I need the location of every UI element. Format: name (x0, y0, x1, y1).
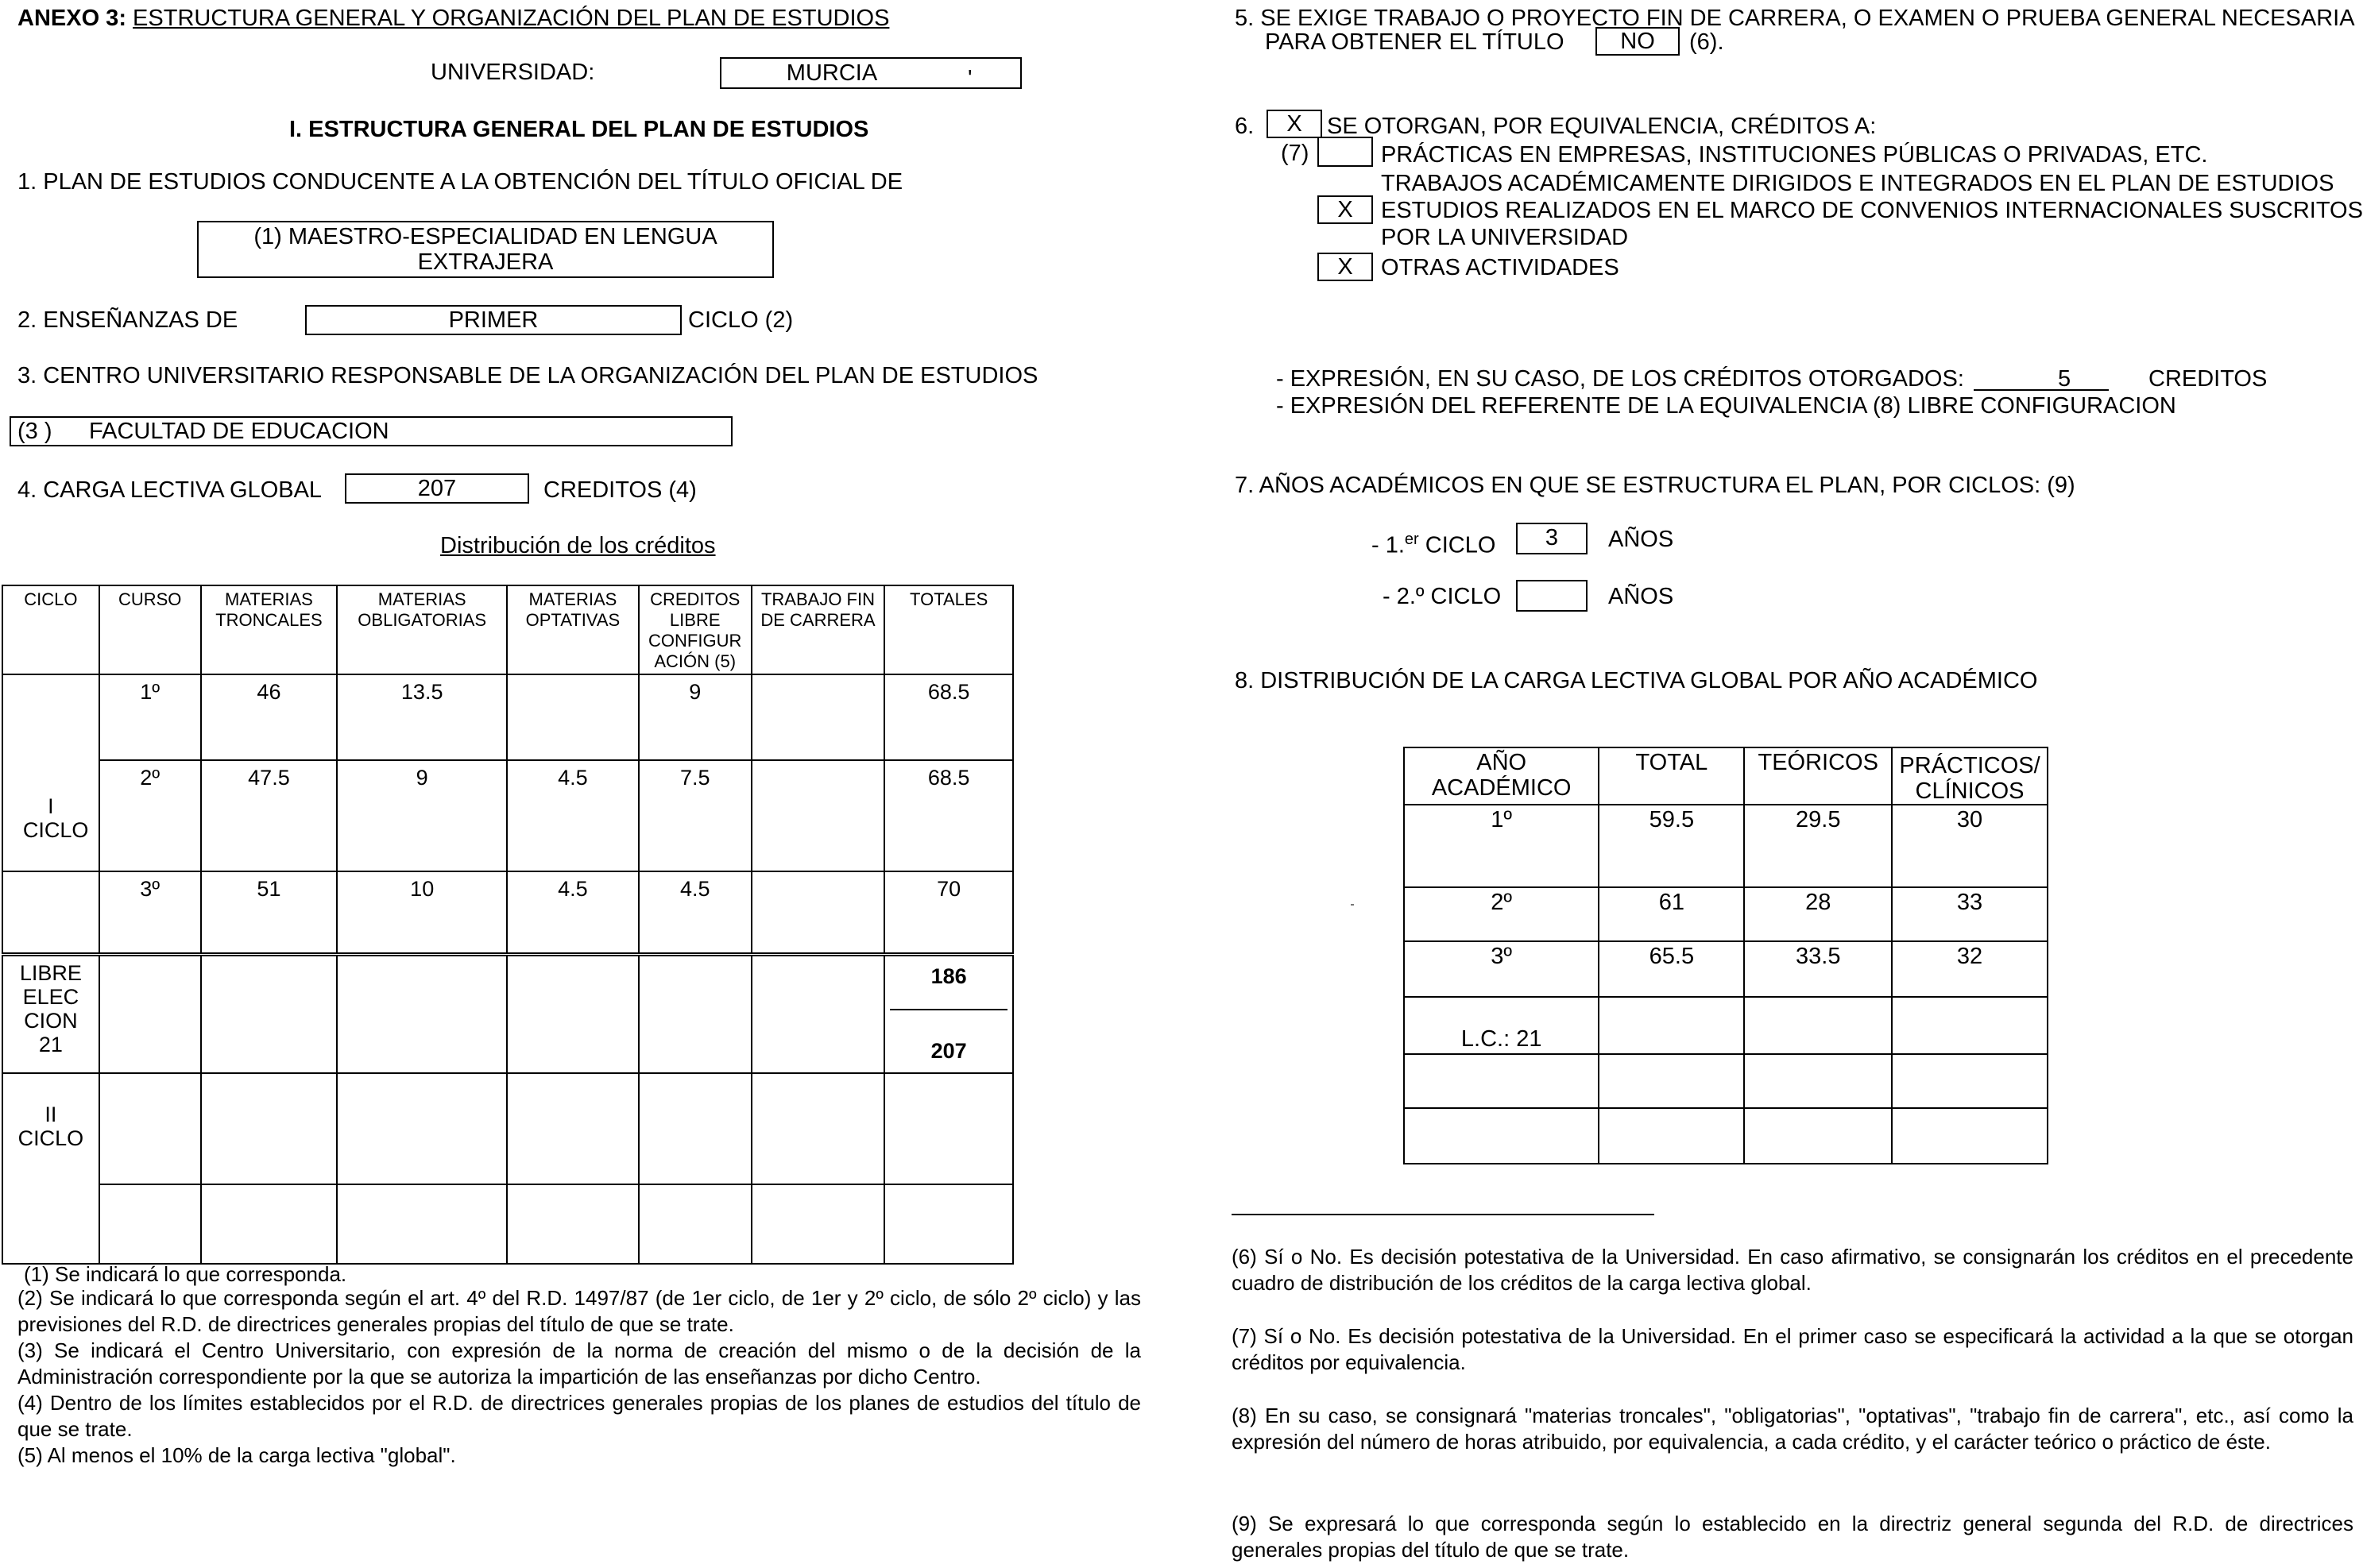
cell-empty (337, 1073, 507, 1184)
cell-empty (1404, 1054, 1599, 1108)
option-text-convenios-2: POR LA UNIVERSIDAD (1381, 225, 1629, 250)
cell-optativas: 4.5 (507, 871, 639, 954)
academic-header-row (1404, 747, 2048, 805)
footnote-6: (6) Sí o No. Es decisión potestativa de la Universidad. En caso afirmativo, se consignarán los créditos en el precedente cuadro de distribución de los créditos de la carga lectiva global. (1232, 1245, 2353, 1295)
cell-libre: 9 (639, 674, 752, 760)
item7-label: 7. AÑOS ACADÉMICOS EN QUE SE ESTRUCTURA EL PLAN, POR CICLOS: (9) (1235, 473, 2075, 498)
libre-eleccion-label (2, 954, 99, 1073)
header-troncales: MATERIAS TRONCALES (201, 585, 338, 674)
libre-total-top: 186 (930, 964, 967, 988)
final-project-value: NO (1620, 29, 1655, 54)
footnote-9: (9) Se expresará lo que corresponda según lo establecido en la directriz general segunda del R.D. de directrices generales propias del título de que se trate. (1232, 1512, 2353, 1562)
global-load-value: 207 (417, 476, 457, 501)
equivalence-check-mark: X (1286, 111, 1302, 137)
cell-empty (1892, 1054, 2048, 1108)
header-libre: CREDITOS LIBRE CONFIGUR ACIÓN (5) (639, 585, 752, 674)
table-row (2, 760, 1013, 871)
cell-obligatorias: 9 (337, 760, 507, 871)
credit-distribution-table (2, 585, 1014, 1265)
center-value: FACULTAD DE EDUCACION (89, 419, 389, 444)
option-text-trabajos: TRABAJOS ACADÉMICAMENTE DIRIGIDOS E INTEGRADOS EN EL PLAN DE ESTUDIOS (1381, 171, 2334, 196)
footnote-1: (1) Se indicará lo que corresponda. (24, 1262, 347, 1286)
academic-load-table (1403, 747, 2048, 1164)
cell-empty (1404, 1108, 1599, 1164)
footnote-7: (7) Sí o No. Es decisión potestativa de la Universidad. En el primer caso se especificará la actividad a la que se otorgan créditos por equivalencia. (1232, 1324, 2353, 1374)
cell-empty (1892, 1108, 2048, 1164)
cell-empty (201, 954, 338, 1073)
header-practicos-text: PRÁCTICOS/ CLÍNICOS (1899, 753, 2040, 804)
cell-practicos: 30 (1892, 805, 2048, 887)
cell-empty (337, 1184, 507, 1264)
cell-practicos: 33 (1892, 887, 2048, 941)
cell-empty (507, 1184, 639, 1264)
cell-empty (99, 1184, 201, 1264)
libre-totals-cell (884, 954, 1013, 1073)
cell-empty (337, 954, 507, 1073)
cell-curso: 2º (99, 760, 201, 871)
footnote-8: (8) En su caso, se consignará "materias troncales", "obligatorias", "optativas", "trabajo fin de carrera", etc., así como la expresión del número de horas atribuido, por equivalencia, a cada crédito, y el carácter teórico o práctico de éste. (1232, 1404, 2353, 1454)
cycle2-row (2, 1073, 1013, 1184)
cycle2-label (2, 1073, 99, 1264)
cell-totales: 70 (884, 871, 1013, 954)
item5-line1: 5. SE EXIGE TRABAJO O PROYECTO FIN DE CARRERA, O EXAMEN O PRUEBA GENERAL NECESARIA (1235, 6, 2355, 31)
cell-empty (752, 954, 885, 1073)
option-text-practicas: PRÁCTICAS EN EMPRESAS, INSTITUCIONES PÚBLICAS O PRIVADAS, ETC. (1381, 142, 2208, 168)
cell-optativas: 4.5 (507, 760, 639, 871)
cell-ciclo-empty (2, 871, 99, 954)
cell-trabajo (752, 674, 885, 760)
table-row (1404, 941, 2048, 997)
cell-troncales: 46 (201, 674, 338, 760)
cell-libre: 4.5 (639, 871, 752, 954)
item2-label: 2. ENSEÑANZAS DE (17, 307, 238, 333)
footnote-2: (2) Se indicará lo que corresponda según el art. 4º del R.D. 1497/87 (de 1er ciclo, de 1er y 2º ciclo, de sólo 2º ciclo) y las previsiones del R.D. de directrices generales propias del título de que se trate. (17, 1286, 1141, 1336)
item6-number: 6. (1235, 114, 1255, 139)
item6-note: (7) (1281, 141, 1309, 166)
header-teoricos: TEÓRICOS (1744, 747, 1892, 805)
cycle2-years-field (1516, 580, 1588, 612)
annex-label: ANEXO 3: (17, 6, 126, 31)
item3-label: 3. CENTRO UNIVERSITARIO RESPONSABLE DE LA ORGANIZACIÓN DEL PLAN DE ESTUDIOS (17, 363, 1038, 388)
table-row (1404, 887, 2048, 941)
cell-empty (884, 1073, 1013, 1184)
cell-trabajo (752, 871, 885, 954)
libre-total-divider (890, 1009, 1007, 1010)
cell-year: 1º (1404, 805, 1599, 887)
cell-obligatorias: 10 (337, 871, 507, 954)
university-label: UNIVERSIDAD: (431, 60, 595, 85)
table-row (1404, 805, 2048, 887)
header-practicos (1892, 747, 2048, 805)
cell-empty (99, 1073, 201, 1184)
header-ciclo: CICLO (2, 585, 99, 674)
cell-empty (639, 1073, 752, 1184)
header-totales: TOTALES (884, 585, 1013, 674)
title-value-line1: (1) MAESTRO-ESPECIALIDAD EN LENGUA (253, 224, 717, 249)
lc-row (1404, 997, 2048, 1054)
table-row (1404, 1108, 2048, 1164)
item6-label: SE OTORGAN, POR EQUIVALENCIA, CRÉDITOS A: (1327, 114, 1877, 139)
footnote-5: (5) Al menos el 10% de la carga lectiva "global". (17, 1443, 456, 1467)
center-code: (3 ) (17, 419, 52, 444)
cell-empty (752, 1073, 885, 1184)
cell-teoricos: 28 (1744, 887, 1892, 941)
item8-label: 8. DISTRIBUCIÓN DE LA CARGA LECTIVA GLOBAL POR AÑO ACADÉMICO (1235, 668, 2038, 693)
cell-empty (507, 1073, 639, 1184)
credits-suffix: CREDITOS (2148, 366, 2268, 392)
footnote-4: (4) Dentro de los límites establecidos por el R.D. de directrices generales propias de los planes de estudios del título de que se trate. (17, 1391, 1141, 1441)
credits-label: - EXPRESIÓN, EN SU CASO, DE LOS CRÉDITOS OTORGADOS: (1276, 366, 1964, 392)
cycle2-label-text: II CICLO (17, 1103, 84, 1150)
cell-empty (99, 954, 201, 1073)
libre-eleccion-text: LIBRE ELEC CION 21 (19, 960, 82, 1056)
cell-curso: 1º (99, 674, 201, 760)
table-header-row (2, 585, 1013, 674)
speck-mark (1351, 904, 1354, 906)
item5-line2-prefix: PARA OBTENER EL TÍTULO (1265, 29, 1564, 55)
cycle2-years-unit: AÑOS (1608, 584, 1674, 609)
credits-value: 5 (2058, 366, 2071, 392)
cell-year: 2º (1404, 887, 1599, 941)
cell-year: 3º (1404, 941, 1599, 997)
cell-totales: 68.5 (884, 674, 1013, 760)
libre-total-bottom: 207 (930, 1038, 967, 1063)
cycle-value: PRIMER (448, 307, 539, 333)
cell-empty (1744, 1108, 1892, 1164)
cell-empty (1599, 1108, 1744, 1164)
option-mark-otras: X (1337, 254, 1353, 280)
cycle1-years-value: 3 (1545, 525, 1559, 550)
cycle1-label-text: I CICLO (22, 794, 89, 842)
header-trabajo: TRABAJO FIN DE CARRERA (752, 585, 885, 674)
item2-suffix: CICLO (2) (688, 307, 794, 333)
cell-teoricos: 29.5 (1744, 805, 1892, 887)
item1-label: 1. PLAN DE ESTUDIOS CONDUCENTE A LA OBTENCIÓN DEL TÍTULO OFICIAL DE (17, 169, 903, 195)
cell-total: 59.5 (1599, 805, 1744, 887)
annex-title: ESTRUCTURA GENERAL Y ORGANIZACIÓN DEL PLAN DE ESTUDIOS (133, 6, 890, 31)
annex-heading (17, 5, 889, 32)
option-mark-convenios: X (1337, 197, 1353, 222)
cycle1-years-unit: AÑOS (1608, 527, 1674, 552)
cell-libre: 7.5 (639, 760, 752, 871)
cell-empty (1599, 1054, 1744, 1108)
section-title: I. ESTRUCTURA GENERAL DEL PLAN DE ESTUDIOS (289, 117, 869, 142)
cycle1-label (2, 674, 99, 871)
libre-eleccion-row (2, 954, 1013, 1073)
cycle2-row (2, 1184, 1013, 1264)
cell-empty (201, 1073, 338, 1184)
cell-lc: L.C.: 21 (1404, 997, 1599, 1054)
university-value: MURCIA (786, 60, 878, 86)
cell-trabajo (752, 760, 885, 871)
cell-empty (507, 954, 639, 1073)
credits-underline (1974, 389, 2109, 391)
option-checkbox-practicas (1317, 137, 1373, 167)
cell-total: 65.5 (1599, 941, 1744, 997)
item4-label: 4. CARGA LECTIVA GLOBAL (17, 477, 323, 503)
cell-empty (1599, 997, 1744, 1054)
cell-empty (1744, 997, 1892, 1054)
cell-empty (884, 1184, 1013, 1264)
cell-empty (1892, 997, 2048, 1054)
header-year (1404, 747, 1599, 805)
cell-troncales: 51 (201, 871, 338, 954)
cell-total: 61 (1599, 887, 1744, 941)
option-text-otras: OTRAS ACTIVIDADES (1381, 255, 1619, 280)
cycle1-years-label: - 1.$^{er}$ CICLO (1371, 531, 1496, 558)
header-optativas: MATERIAS OPTATIVAS (507, 585, 639, 674)
header-obligatorias: MATERIAS OBLIGATORIAS (337, 585, 507, 674)
table-row (2, 871, 1013, 954)
cell-practicos: 32 (1892, 941, 2048, 997)
distribution-caption: Distribución de los créditos (440, 533, 716, 558)
cell-empty (1744, 1054, 1892, 1108)
table-row (2, 674, 1013, 760)
option-text-convenios: ESTUDIOS REALIZADOS EN EL MARCO DE CONVENIOS INTERNACIONALES SUSCRITOS (1381, 198, 2363, 223)
cell-curso: 3º (99, 871, 201, 954)
cell-empty (752, 1184, 885, 1264)
cell-optativas (507, 674, 639, 760)
cell-empty (639, 1184, 752, 1264)
cell-troncales: 47.5 (201, 760, 338, 871)
referent-label: - EXPRESIÓN DEL REFERENTE DE LA EQUIVALENCIA (8) LIBRE CONFIGURACION (1276, 393, 2176, 419)
title-value-line2: EXTRAJERA (417, 249, 554, 275)
cell-empty (639, 954, 752, 1073)
table-row (1404, 1054, 2048, 1108)
item4-suffix: CREDITOS (4) (543, 477, 697, 503)
cell-obligatorias: 13.5 (337, 674, 507, 760)
item5-line2-suffix: (6). (1689, 29, 1724, 55)
cell-teoricos: 33.5 (1744, 941, 1892, 997)
header-curso: CURSO (99, 585, 201, 674)
cell-totales: 68.5 (884, 760, 1013, 871)
footnote-3: (3) Se indicará el Centro Universitario, con expresión de la norma de creación del mismo o de la decisión de la Administración correspondiente por la que se autoriza la impartición de las enseñanzas por dicho Centro. (17, 1338, 1141, 1388)
header-year-text: AÑO ACADÉMICO (1431, 750, 1572, 801)
cycle2-years-label: - 2.º CICLO (1383, 584, 1502, 609)
university-mark: ' (968, 66, 973, 91)
cell-empty (201, 1184, 338, 1264)
header-total: TOTAL (1599, 747, 1744, 805)
footnote-separator (1232, 1214, 1654, 1215)
